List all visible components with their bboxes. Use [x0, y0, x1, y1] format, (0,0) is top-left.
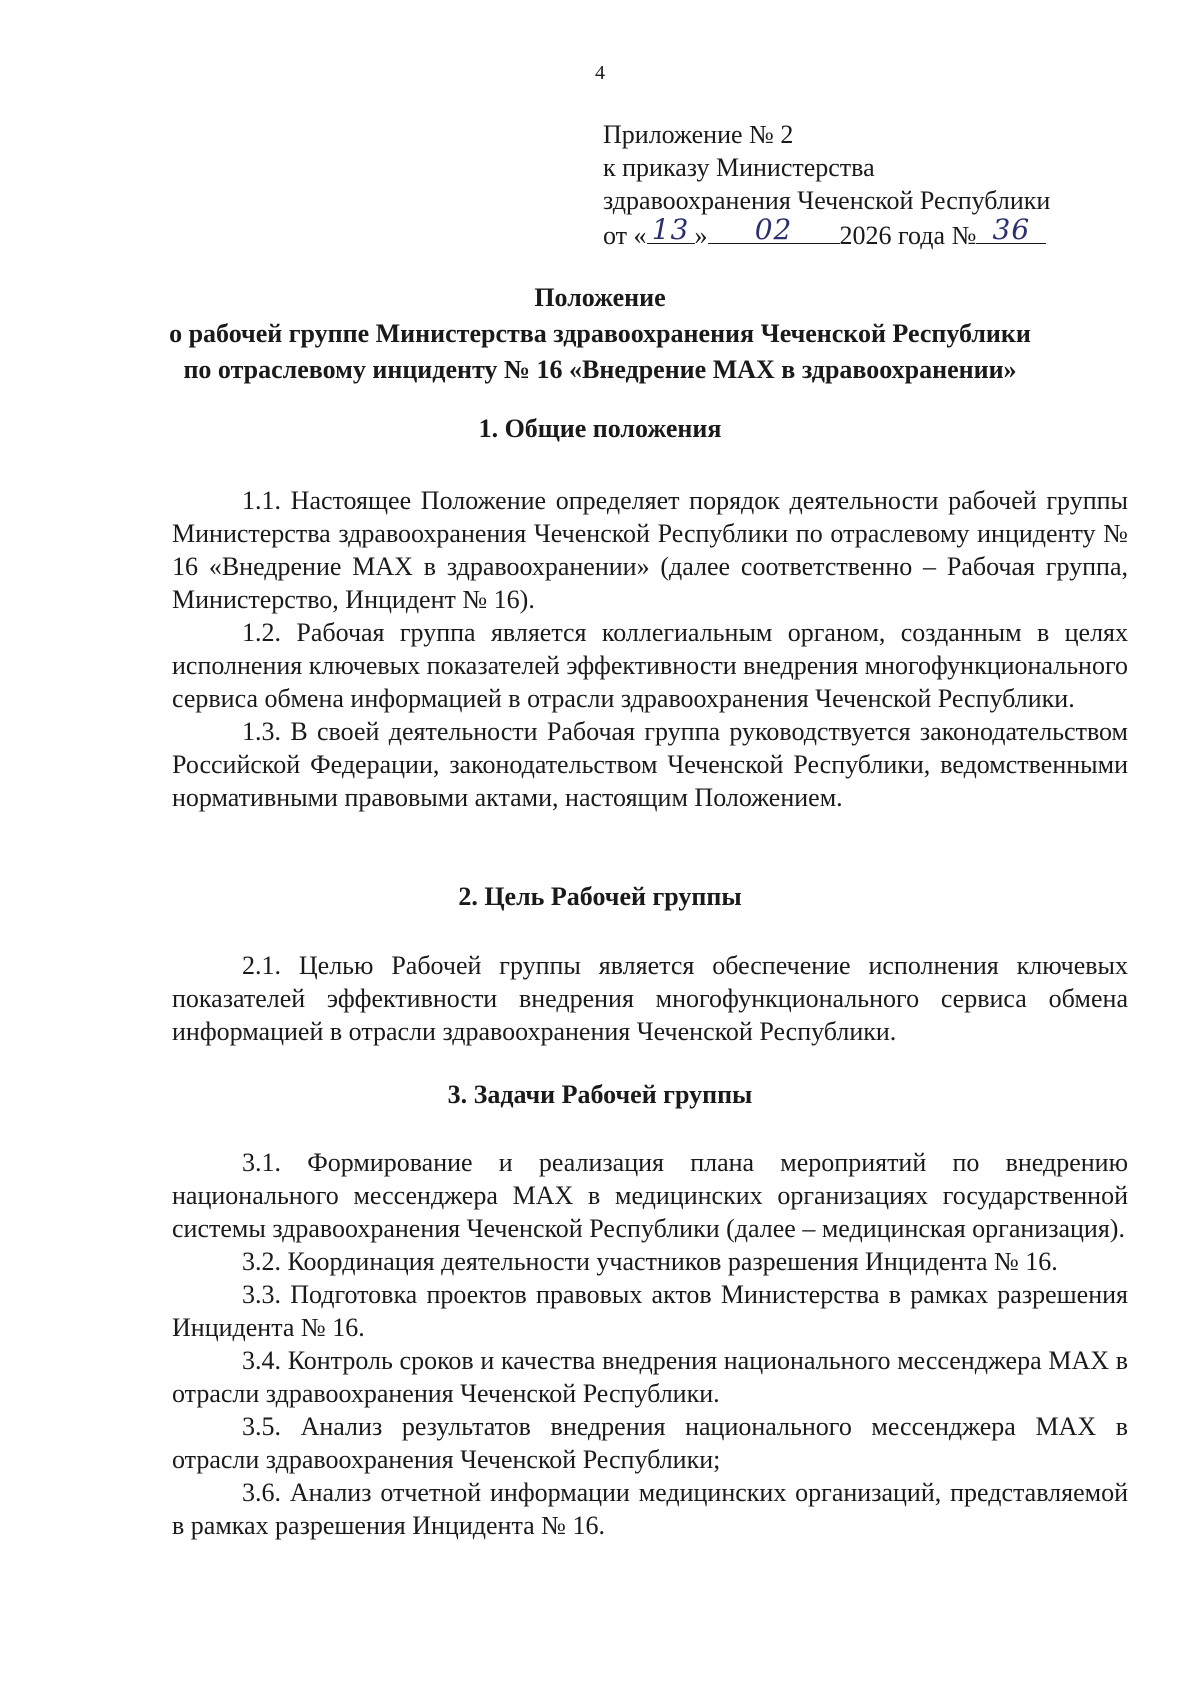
title-line-1: Положение: [534, 283, 666, 312]
paragraph-1-3: 1.3. В своей деятельности Рабочая группа руководствуется законодательством Российской Федерации, законодательством Чеченской Республики, ведомственными нормативными правовыми актами, настоящим Положением.: [172, 717, 1128, 812]
day-blank: [647, 213, 695, 246]
year-text: 2026 года №: [839, 221, 977, 250]
handwritten-day: 13: [651, 213, 690, 246]
appendix-line-3: здравоохранения Чеченской Республики: [603, 186, 1051, 215]
appendix-date-line: [603, 213, 1163, 252]
title-line-2: о рабочей группе Министерства здравоохранения Чеченской Республики: [169, 319, 1031, 348]
day-close-quote: »: [694, 221, 708, 250]
document-title: [150, 280, 1050, 388]
date-prefix: от «: [603, 221, 647, 250]
section-1-body: [172, 484, 1128, 814]
paragraph-1-1: 1.1. Настоящее Положение определяет порядок деятельности рабочей группы Министерства здравоохранения Чеченской Республики по отраслевому инциденту № 16 «Внедрение MAX в здравоохранении» (далее соответственно – Рабочая группа, Министерство, Инцидент № 16).: [172, 486, 1128, 614]
handwritten-month: 02: [754, 213, 793, 246]
appendix-line-2: к приказу Министерства: [603, 153, 875, 182]
appendix-line-1: Приложение № 2: [603, 120, 794, 149]
page-number: 4: [595, 62, 605, 84]
section-2-body: [172, 949, 1128, 1048]
number-blank: [976, 213, 1046, 246]
paragraph-3-6: 3.6. Анализ отчетной информации медицинских организаций, представляемой в рамках разрешения Инцидента № 16.: [172, 1478, 1128, 1540]
title-line-3: по отраслевому инциденту № 16 «Внедрение MAX в здравоохранении»: [183, 355, 1017, 384]
appendix-block: [603, 118, 1163, 252]
paragraph-3-4: 3.4. Контроль сроков и качества внедрения национального мессенджера MAX в отрасли здравоохранения Чеченской Республики.: [172, 1346, 1128, 1408]
paragraph-3-2: 3.2. Координация деятельности участников разрешения Инцидента № 16.: [242, 1247, 1058, 1276]
paragraph-1-2: 1.2. Рабочая группа является коллегиальным органом, созданным в целях исполнения ключевых показателей эффективности внедрения многофункционального сервиса обмена информацией в отрасли здравоохранения Чеченской Республики.: [172, 618, 1128, 713]
paragraph-3-3: 3.3. Подготовка проектов правовых актов Министерства в рамках разрешения Инцидента № 16.: [172, 1280, 1128, 1342]
section-2-heading: 2. Цель Рабочей группы: [458, 882, 742, 911]
month-blank: [708, 213, 840, 246]
handwritten-number: 36: [992, 213, 1031, 246]
paragraph-3-5: 3.5. Анализ результатов внедрения национального мессенджера MAX в отрасли здравоохранения Чеченской Республики;: [172, 1412, 1128, 1474]
section-3-heading: 3. Задачи Рабочей группы: [447, 1080, 753, 1109]
paragraph-3-1: 3.1. Формирование и реализация плана мероприятий по внедрению национального мессенджера MAX в медицинских организациях государственной системы здравоохранения Чеченской Республики (далее – медицинская организация).: [172, 1148, 1128, 1243]
section-3-body: [172, 1146, 1128, 1542]
paragraph-2-1: 2.1. Целью Рабочей группы является обеспечение исполнения ключевых показателей эффективности внедрения многофункционального сервиса обмена информацией в отрасли здравоохранения Чеченской Республики.: [172, 951, 1128, 1046]
section-1-heading: 1. Общие положения: [478, 414, 722, 443]
